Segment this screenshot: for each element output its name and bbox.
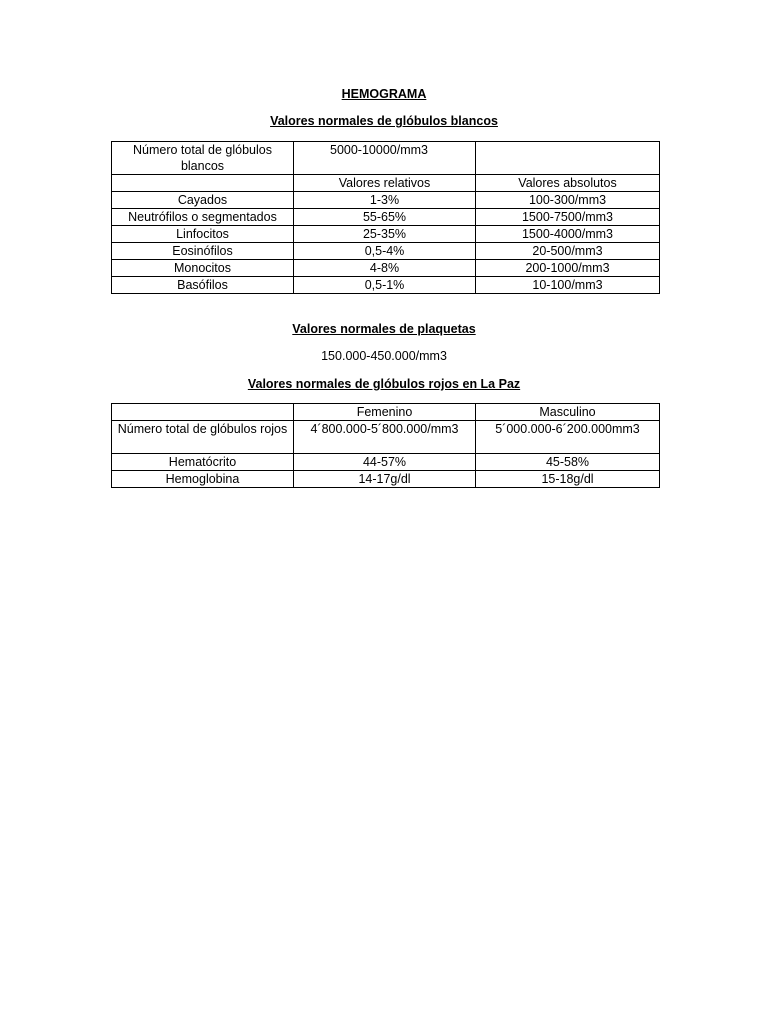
cell-name: Hematócrito	[112, 454, 294, 471]
cell-name: Cayados	[112, 192, 294, 209]
table-cell-empty	[112, 175, 294, 192]
cell-relative: 0,5-1%	[294, 277, 476, 294]
cell-female: 14-17g/dl	[294, 471, 476, 488]
table-row	[112, 404, 660, 421]
table-row	[112, 175, 660, 192]
cell-absolute: 200-1000/mm3	[476, 260, 660, 277]
cell-male: 45-58%	[476, 454, 660, 471]
column-header-female: Femenino	[294, 404, 476, 421]
cell-absolute: 1500-7500/mm3	[476, 209, 660, 226]
table-row	[112, 226, 660, 243]
table-row	[112, 277, 660, 294]
cell-name: Número total de glóbulos rojos	[112, 421, 294, 454]
table-cell-empty	[476, 142, 660, 175]
cell-female: 44-57%	[294, 454, 476, 471]
table-row	[112, 421, 660, 454]
table-row	[112, 142, 660, 175]
cell-relative: 0,5-4%	[294, 243, 476, 260]
cell-name: Linfocitos	[112, 226, 294, 243]
cell-absolute: 1500-4000/mm3	[476, 226, 660, 243]
cell-male: 5´000.000-6´200.000mm3	[476, 421, 660, 454]
cell-relative: 4-8%	[294, 260, 476, 277]
total-white-cells-value: 5000-10000/mm3	[294, 142, 476, 175]
cell-female: 4´800.000-5´800.000/mm3	[294, 421, 476, 454]
cell-absolute: 100-300/mm3	[476, 192, 660, 209]
column-header-relative: Valores relativos	[294, 175, 476, 192]
cell-name: Hemoglobina	[112, 471, 294, 488]
cell-name: Eosinófilos	[112, 243, 294, 260]
table-row	[112, 243, 660, 260]
table-row	[112, 260, 660, 277]
total-white-cells-label: Número total de glóbulos blancos	[112, 142, 294, 175]
platelets-heading: Valores normales de plaquetas	[292, 322, 476, 336]
cell-name: Basófilos	[112, 277, 294, 294]
cell-relative: 55-65%	[294, 209, 476, 226]
table-row	[112, 454, 660, 471]
cell-name: Neutrófilos o segmentados	[112, 209, 294, 226]
cell-name: Monocitos	[112, 260, 294, 277]
cell-absolute: 10-100/mm3	[476, 277, 660, 294]
red-cells-table	[111, 403, 660, 488]
table-row	[112, 192, 660, 209]
table-row	[112, 209, 660, 226]
red-cells-heading: Valores normales de glóbulos rojos en La Paz	[247, 377, 521, 391]
cell-absolute: 20-500/mm3	[476, 243, 660, 260]
cell-male: 15-18g/dl	[476, 471, 660, 488]
white-cells-heading: Valores normales de glóbulos blancos	[270, 114, 498, 128]
table-row	[112, 471, 660, 488]
page-title: HEMOGRAMA	[341, 87, 427, 101]
cell-relative: 1-3%	[294, 192, 476, 209]
table-cell-empty	[112, 404, 294, 421]
column-header-male: Masculino	[476, 404, 660, 421]
cell-relative: 25-35%	[294, 226, 476, 243]
column-header-absolute: Valores absolutos	[476, 175, 660, 192]
platelets-value: 150.000-450.000/mm3	[321, 349, 447, 363]
white-cells-table	[111, 141, 660, 294]
